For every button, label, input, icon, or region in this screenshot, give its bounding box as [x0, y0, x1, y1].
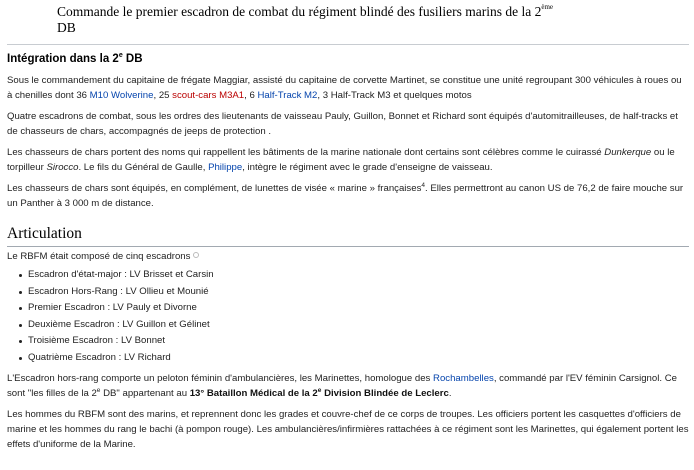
bullet-icon: [19, 291, 22, 294]
text: Le RBFM était composé de cinq escadrons: [7, 251, 191, 262]
list-item: [19, 317, 689, 334]
list-item: [19, 333, 689, 350]
text: Sous le commandement du capitaine de frégate Maggiar, assisté du capitaine de corvette Martinet, se constitue une unité regroupant 300 véhicules à roues ou à chenilles dont 36: [7, 75, 682, 101]
heading-text: Intégration dans la 2: [7, 53, 119, 65]
text: , 6: [244, 90, 258, 101]
link-philippe[interactable]: Philippe: [208, 162, 243, 173]
bullet-icon: [19, 357, 22, 360]
text: ou le torpilleur: [7, 147, 675, 173]
link-rochambelles[interactable]: Rochambelles: [433, 372, 494, 384]
ship-name: Sirocco: [46, 162, 79, 173]
paragraph-marinettes: [7, 371, 689, 401]
text: Les chasseurs de chars portent des noms qui rappellent les bâtiments de la marine nationale dont certains sont célèbres comme le cuirassé: [7, 147, 605, 158]
bullet-icon: [19, 274, 22, 277]
list-item-text: Quatrième Escadron : LV Richard: [28, 351, 171, 363]
superscript: e: [317, 386, 322, 394]
bold-text-part: 13° Bataillon Médical de la 2: [189, 387, 318, 399]
bullet-icon: [19, 324, 22, 327]
heading-text-tail: DB: [122, 53, 143, 65]
text: , intègre le régiment avec le grade d'enseigne de vaisseau.: [242, 162, 493, 173]
superscript: e: [96, 386, 101, 394]
text: L'Escadron hors-rang comporte un peloton féminin d'ambulancières, les Marinettes, homologue des: [7, 372, 434, 384]
paragraph-squadrons: Quatre escadrons de combat, sous les ordres des lieutenants de vaisseau Pauly, Guillon, Bonnet et Richard sont équipés d'automitrailleuses, de half-tracks et de chasseurs de chars, accompagnés de jeeps de protection .: [7, 111, 678, 137]
divider: [7, 44, 689, 45]
paragraph-vehicles: [7, 73, 689, 103]
caption-superscript: ème: [541, 3, 554, 11]
ship-name: Dunkerque: [604, 147, 652, 158]
text: , commandé par l'EV féminin Carsignol. Ce sont "les filles de la 2: [7, 372, 677, 399]
list-item-text: Escadron Hors-Rang : LV Ollieu et Mounié: [28, 285, 209, 297]
bold-text-part: Division Blindée de Leclerc: [321, 387, 449, 399]
text: . Elles permettront au canon US de 76,2 de faire mouche sur un Panther à 3 000 m de distance.: [7, 183, 684, 209]
paragraph-sights: [7, 181, 689, 211]
paragraph-intro: [7, 249, 689, 264]
paragraph-uniforms: Les hommes du RBFM sont des marins, et reprennent donc les grades et couvre-chef de ce corps de troupes. Les officiers portent les casquettes d'officiers de marine et les hommes du rang le bachi (à pompon rouge). Les ambulancières/infirmières rattachées à ce régiment sont les Marinettes, qui également portent les effets d'uniforme de la Marine.: [7, 408, 689, 450]
note-icon[interactable]: [193, 252, 199, 258]
heading-superscript: e: [118, 52, 123, 59]
section-heading-articulation: Articulation: [7, 225, 689, 247]
link-half-track-m2[interactable]: Half-Track M2: [257, 90, 318, 101]
paragraph-tank-names: [7, 145, 689, 175]
list-item: [19, 350, 689, 367]
section-heading-integration: [7, 52, 689, 66]
text: .: [448, 387, 452, 399]
link-m10-wolverine[interactable]: M10 Wolverine: [89, 90, 154, 101]
bullet-icon: [19, 340, 22, 343]
link-scout-cars[interactable]: scout-cars M3A1: [172, 90, 245, 101]
list-item: [19, 284, 689, 301]
text: , 25: [153, 90, 173, 101]
reference-4[interactable]: 4: [421, 182, 425, 189]
image-caption: [57, 4, 657, 36]
list-item-text: Deuxième Escadron : LV Guillon et Gélinet: [28, 318, 210, 330]
caption-tail: DB: [57, 20, 76, 35]
list-item-text: Troisième Escadron : LV Bonnet: [28, 335, 166, 347]
list-item-text: Escadron d'état-major : LV Brisset et Carsin: [28, 269, 214, 280]
article-content: [7, 44, 689, 458]
bullet-icon: [19, 307, 22, 310]
squadron-list: [7, 267, 689, 367]
text: DB" appartenant au: [100, 387, 190, 399]
list-item: [19, 267, 689, 284]
text: Les chasseurs de chars sont équipés, en complément, de lunettes de visée « marine » françaises: [7, 183, 422, 194]
bold-text: [190, 388, 449, 399]
text: , 3 Half-Track M3 et quelques motos: [317, 90, 472, 101]
text: . Le fils du Général de Gaulle,: [78, 162, 209, 173]
list-item-text: Premier Escadron : LV Pauly et Divorne: [28, 302, 197, 314]
list-item: [19, 300, 689, 317]
caption-text: Commande le premier escadron de combat du régiment blindé des fusiliers marins de la 2: [57, 4, 542, 19]
